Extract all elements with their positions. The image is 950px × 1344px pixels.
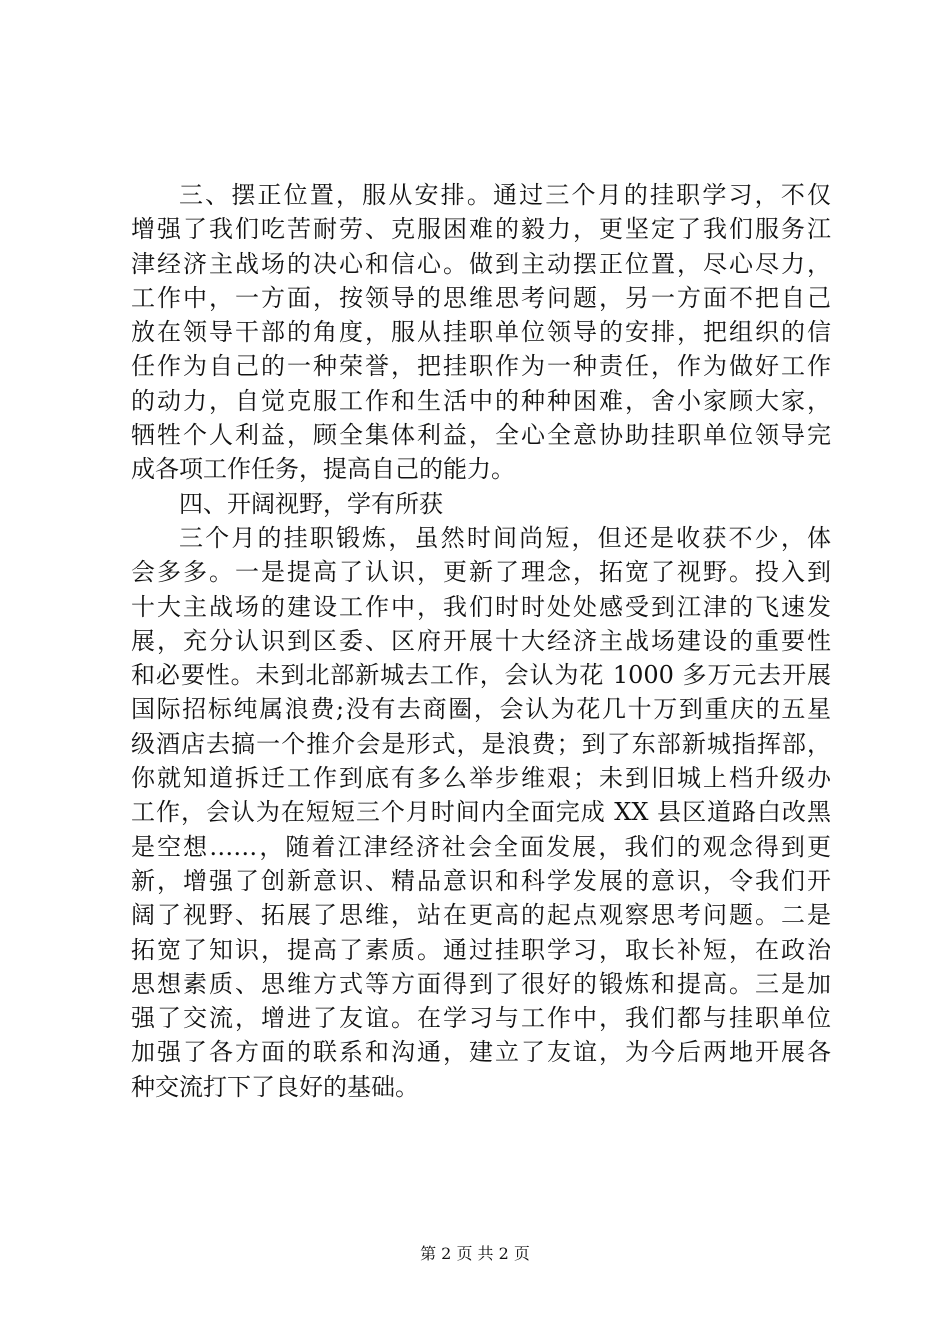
text-line: 是空想……，随着江津经济社会全面发展，我们的观念得到更 (131, 832, 831, 861)
text-line: 增强了我们吃苦耐劳、克服困难的毅力，更坚定了我们服务江 (131, 215, 831, 244)
text-line: 成各项工作任务，提高自己的能力。 (131, 455, 515, 484)
text-line: 四、开阔视野，学有所获 (179, 489, 443, 518)
text-line: 十大主战场的建设工作中，我们时时处处感受到江津的飞速发 (131, 592, 831, 621)
text-line: 放在领导干部的角度，服从挂职单位领导的安排，把组织的信 (131, 318, 831, 347)
text-line: 津经济主战场的决心和信心。做到主动摆正位置，尽心尽力， (131, 249, 831, 278)
page-footer: 第 2 页 共 2 页 (420, 1244, 530, 1263)
text-line: 任作为自己的一种荣誉，把挂职作为一种责任，作为做好工作 (131, 352, 831, 381)
text-line: 展，充分认识到区委、区府开展十大经济主战场建设的重要性 (131, 626, 831, 655)
text-line: 新，增强了创新意识、精品意识和科学发展的意识，令我们开 (131, 866, 831, 895)
text-line: 三、摆正位置，服从安排。通过三个月的挂职学习，不仅 (179, 181, 831, 209)
text-line: 会多多。一是提高了认识，更新了理念，拓宽了视野。投入到 (131, 558, 831, 587)
text-line: 级酒店去搞一个推介会是形式，是浪费；到了东部新城指挥部， (131, 729, 831, 758)
text-line: 和必要性。未到北部新城去工作，会认为花 1000 多万元去开展 (131, 661, 831, 690)
text-line: 强了交流，增进了友谊。在学习与工作中，我们都与挂职单位 (131, 1004, 831, 1033)
text-line: 阔了视野、拓展了思维，站在更高的起点观察思考问题。二是 (131, 901, 831, 930)
text-line: 拓宽了知识，提高了素质。通过挂职学习，取长补短，在政治 (131, 935, 831, 964)
text-line: 三个月的挂职锻炼，虽然时间尚短，但还是收获不少，体 (179, 523, 831, 552)
text-line: 加强了各方面的联系和沟通，建立了友谊，为今后两地开展各 (131, 1038, 831, 1067)
text-line: 工作，会认为在短短三个月时间内全面完成 XX 县区道路白改黑 (131, 798, 831, 827)
text-line: 牺牲个人利益，顾全集体利益，全心全意协助挂职单位领导完 (131, 421, 831, 450)
text-line: 的动力，自觉克服工作和生活中的种种困难，舍小家顾大家， (131, 386, 831, 415)
text-line: 种交流打下了良好的基础。 (131, 1072, 419, 1101)
text-line: 工作中，一方面，按领导的思维思考问题，另一方面不把自己 (131, 283, 831, 312)
text-line: 国际招标纯属浪费;没有去商圈，会认为花几十万到重庆的五星 (131, 695, 831, 724)
body-text (131, 178, 831, 1104)
text-line: 你就知道拆迁工作到底有多么举步维艰；未到旧城上档升级办 (131, 764, 831, 793)
text-line: 思想素质、思维方式等方面得到了很好的锻炼和提高。三是加 (131, 969, 831, 998)
